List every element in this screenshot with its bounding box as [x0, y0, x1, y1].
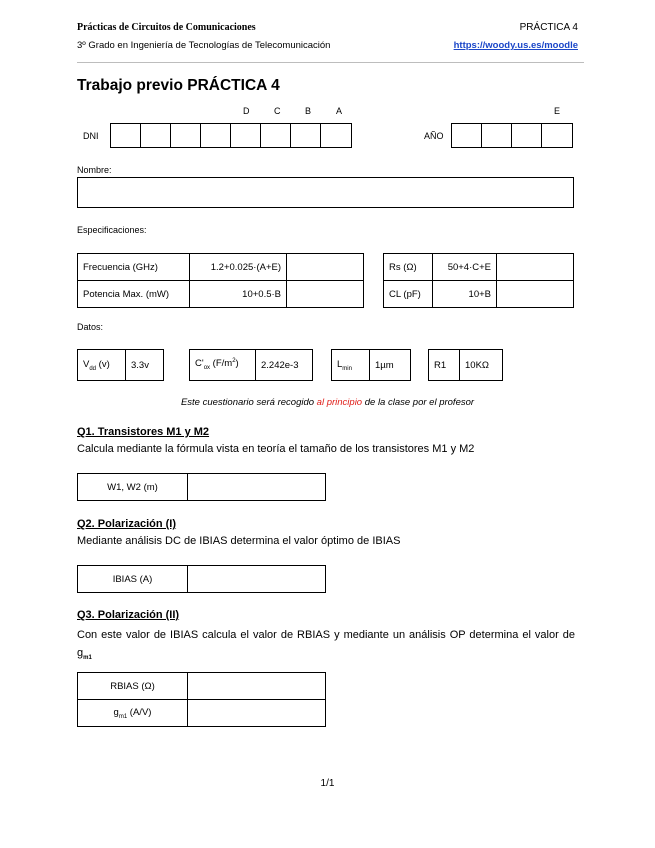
table-row: [332, 350, 411, 381]
year-cell[interactable]: [512, 124, 542, 147]
collection-note: [0, 397, 655, 408]
q1-answer-cell[interactable]: [188, 474, 326, 501]
spec-name: Potencia Max. (mW): [78, 281, 190, 308]
q2-text: Mediante análisis DC de IBIAS determina el valor óptimo de IBIAS: [77, 535, 401, 547]
nombre-field[interactable]: [77, 177, 574, 208]
r1-name: R1: [429, 350, 460, 381]
note-highlight: al principio: [316, 397, 363, 408]
q3-text-main: Con este valor de IBIAS calcula el valor de RBIAS y mediante un análisis OP determina el valor de g: [77, 629, 575, 659]
table-row: [384, 254, 574, 281]
dni-cell[interactable]: [141, 124, 171, 147]
year-cell[interactable]: [452, 124, 482, 147]
dni-cell[interactable]: [321, 124, 351, 147]
cox-value: 2.242e-3: [256, 350, 313, 381]
moodle-link[interactable]: https://woody.us.es/moodle: [453, 40, 578, 51]
datos-lmin: [331, 349, 411, 381]
year-cell[interactable]: [542, 124, 572, 147]
q3-text: [77, 626, 575, 667]
table-row: [78, 254, 364, 281]
table-row: [78, 673, 326, 700]
q1-row-label: W1, W2 (m): [78, 474, 188, 501]
dni-cell[interactable]: [201, 124, 231, 147]
spec-name: Frecuencia (GHz): [78, 254, 190, 281]
dni-letter-c: C: [274, 106, 281, 116]
dni-letter-b: B: [305, 106, 312, 116]
dni-letter-a: A: [336, 106, 343, 116]
lmin-name: $L_{min}$: [332, 350, 370, 381]
q2-answer-table: [77, 565, 326, 593]
page-title: Trabajo previo PRÁCTICA 4: [77, 77, 280, 94]
q1-answer-table: [77, 473, 326, 501]
datos-cox: [189, 349, 313, 381]
dni-cell[interactable]: [291, 124, 321, 147]
table-row: [384, 281, 574, 308]
q3-gm1-subscript: m1: [83, 655, 92, 662]
q3-heading: Q3. Polarización (II): [77, 609, 180, 621]
page-number: 1/1: [320, 778, 335, 789]
q1-text: Calcula mediante la fórmula vista en teoría el tamaño de los transistores M1 y M2: [77, 443, 475, 455]
dni-cell[interactable]: [231, 124, 261, 147]
spec-value: 10+0.5·B: [190, 281, 287, 308]
q1-heading: Q1. Transistores M1 y M2: [77, 426, 210, 438]
q2-heading: Q2. Polarización (I): [77, 518, 177, 530]
dni-cell[interactable]: [261, 124, 291, 147]
spec-answer-cell[interactable]: [497, 281, 574, 308]
q3-answer-table: [77, 672, 326, 727]
note-text-before: Este cuestionario será recogido: [180, 397, 317, 408]
table-row: [190, 350, 313, 381]
year-input-grid[interactable]: [451, 123, 573, 148]
dni-letter-d: D: [243, 106, 250, 116]
nombre-label: Nombre:: [77, 165, 112, 175]
q3-row-label-rbias: RBIAS (Ω): [78, 673, 188, 700]
datos-label: Datos:: [77, 322, 104, 332]
table-row: [78, 281, 364, 308]
table-row: [78, 350, 164, 381]
year-cell[interactable]: [482, 124, 512, 147]
degree-name: 3º Grado en Ingeniería de Tecnologías de Telecomunicación: [77, 40, 331, 51]
q3-answer-cell-gm1[interactable]: [188, 700, 326, 727]
especificaciones-label: Especificaciones:: [77, 225, 147, 235]
r1-value: 10KΩ: [460, 350, 503, 381]
practice-label: PRÁCTICA 4: [519, 22, 578, 33]
table-row: [78, 566, 326, 593]
table-row: [78, 474, 326, 501]
table-row: [78, 700, 326, 727]
spec-value: 10+B: [433, 281, 497, 308]
dni-label: DNI: [83, 131, 99, 141]
q2-answer-cell[interactable]: [188, 566, 326, 593]
course-title: Prácticas de Circuitos de Comunicaciones: [77, 22, 256, 33]
dni-input-grid[interactable]: [110, 123, 352, 148]
spec-name: CL (pF): [384, 281, 433, 308]
q2-row-label: IBIAS (A): [78, 566, 188, 593]
dni-cell[interactable]: [111, 124, 141, 147]
spec-table-right: [383, 253, 574, 308]
dni-cell[interactable]: [171, 124, 201, 147]
spec-answer-cell[interactable]: [287, 281, 364, 308]
spec-value: 1.2+0.025·(A+E): [190, 254, 287, 281]
datos-vdd: [77, 349, 164, 381]
spec-table-left: [77, 253, 364, 308]
header-divider: [77, 62, 584, 63]
vdd-value: 3.3v: [126, 350, 164, 381]
table-row: [429, 350, 503, 381]
spec-answer-cell[interactable]: [287, 254, 364, 281]
spec-value: 50+4·C+E: [433, 254, 497, 281]
vdd-name: $V_{dd}$ (v): [78, 350, 126, 381]
spec-name: Rs (Ω): [384, 254, 433, 281]
datos-r1: [428, 349, 503, 381]
q3-row-label-gm1: $g_{m1}$ (A/V): [78, 700, 188, 727]
lmin-value: 1µm: [370, 350, 411, 381]
year-label: AÑO: [424, 131, 444, 141]
q3-answer-cell-rbias[interactable]: [188, 673, 326, 700]
cox-name: $C'_{ox}$ $(F/m^2)$: [190, 350, 256, 381]
spec-answer-cell[interactable]: [497, 254, 574, 281]
year-letter-e: E: [554, 106, 561, 116]
note-text-after: de la clase por el profesor: [362, 397, 475, 408]
